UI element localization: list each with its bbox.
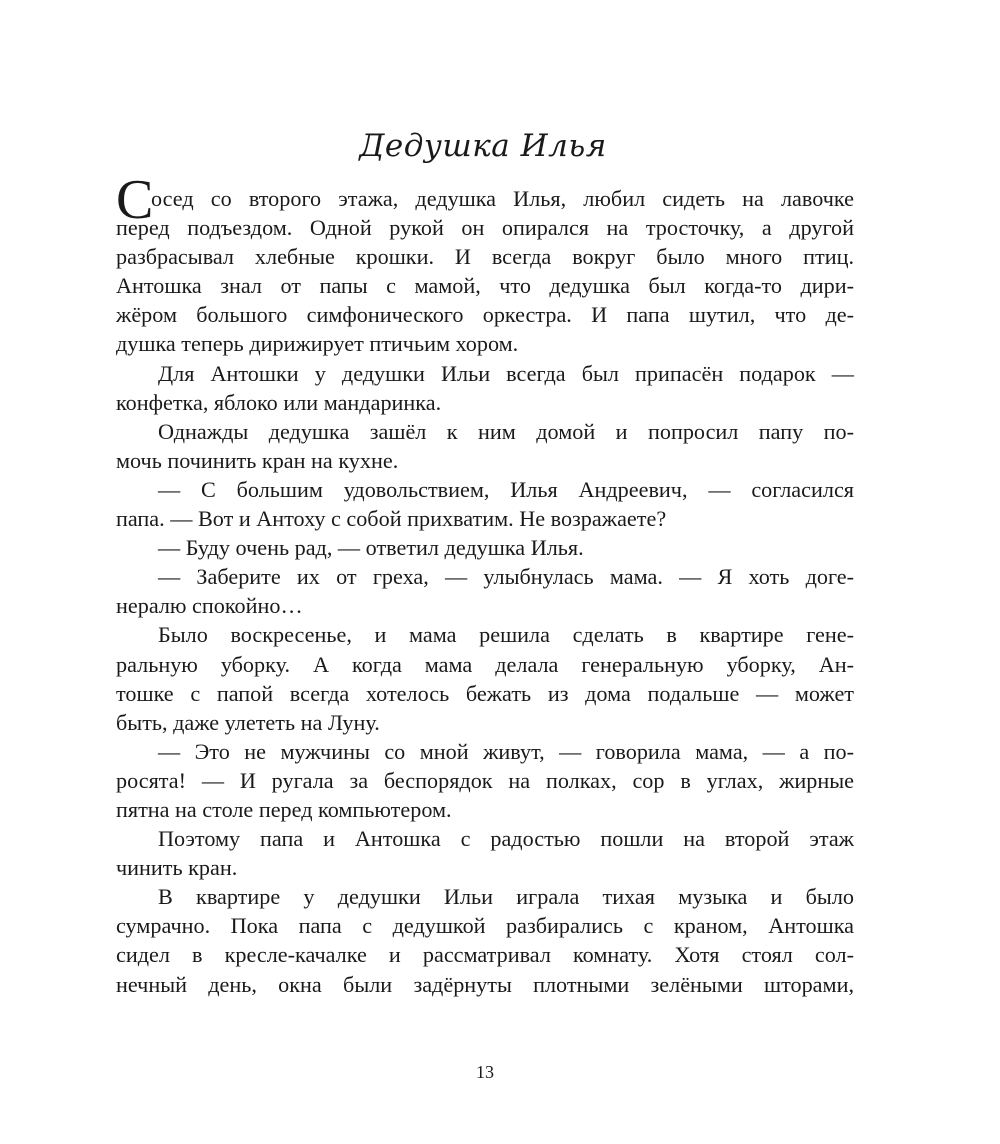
- line-text: папа. — Вот и Антоху с собой прихватим. Не возражаете?: [116, 506, 667, 532]
- page-number: 13: [476, 1062, 494, 1082]
- text-line: [116, 620, 854, 649]
- line-text: — Буду очень рад, — ответил дедушка Илья.: [158, 535, 584, 561]
- line-text: тошке с папой всегда хотелось бежать из дома подальше — может: [116, 680, 854, 706]
- line-text: быть, даже улететь на Луну.: [116, 709, 380, 735]
- line-text: нечный день, окна были задёрнуты плотными зелёными шторами,: [116, 971, 854, 997]
- line-text: сидел в кресле-качалке и рассматривал комнату. Хотя стоял сол-: [116, 942, 854, 968]
- text-line: [116, 795, 854, 824]
- text-line: [116, 766, 854, 795]
- text-line: [116, 475, 854, 504]
- line-text: росята! — И ругала за беспорядок на полках, сор в углах, жирные: [116, 767, 854, 793]
- text-line: [116, 300, 854, 329]
- line-text: душка теперь дирижирует птичьим хором.: [116, 331, 519, 357]
- text-line: [116, 562, 854, 591]
- text-line: [116, 417, 854, 446]
- line-text: Для Антошки у дедушки Ильи всегда был припасён подарок —: [158, 360, 854, 386]
- line-text: пятна на столе перед компьютером.: [116, 796, 452, 822]
- text-line: [116, 853, 854, 882]
- text-line: [116, 708, 854, 737]
- text-line: [116, 824, 854, 853]
- line-text: осед со второго этажа, дедушка Илья, любил сидеть на лавочке: [151, 186, 854, 211]
- line-text: конфетка, яблоко или мандаринка.: [116, 389, 442, 415]
- text-line: [116, 504, 854, 533]
- line-text: мочь починить кран на кухне.: [116, 447, 399, 473]
- text-line: [116, 650, 854, 679]
- line-text: — Заберите их от греха, — улыбнулась мама. — Я хоть доге-: [158, 564, 854, 590]
- line-text: Антошка знал от папы с мамой, что дедушка был когда-то дири-: [116, 273, 854, 299]
- text-line: [116, 329, 854, 358]
- line-text: — С большим удовольствием, Илья Андреевич, — согласился: [158, 476, 854, 502]
- text-line: [116, 388, 854, 417]
- line-text: В квартире у дедушки Ильи играла тихая музыка и было: [158, 884, 854, 910]
- line-text: ральную уборку. А когда мама делала генеральную уборку, Ан-: [116, 651, 854, 677]
- line-text: — Это не мужчины со мной живут, — говорила мама, — а по-: [158, 738, 854, 764]
- text-line: [116, 940, 854, 969]
- text-line: [116, 970, 854, 999]
- body-text: [116, 169, 854, 999]
- line-text: Поэтому папа и Антошка с радостью пошли на второй этаж: [158, 826, 854, 852]
- line-text: Однажды дедушка зашёл к ним домой и попросил папу по-: [158, 418, 854, 444]
- text-line: [116, 737, 854, 766]
- chapter-title: Дедушка Илья: [359, 128, 607, 164]
- text-line: [116, 911, 854, 940]
- line-text: сумрачно. Пока папа с дедушкой разбирались с краном, Антошка: [116, 913, 854, 939]
- line-text: Было воскресенье, и мама решила сделать в квартире гене-: [158, 622, 854, 648]
- text-line: [116, 882, 854, 911]
- line-text: чинить кран.: [116, 855, 238, 881]
- line-text: нералю спокойно…: [116, 593, 303, 619]
- drop-cap: С: [116, 169, 154, 231]
- line-text: разбрасывал хлебные крошки. И всегда вокруг было много птиц.: [116, 244, 854, 270]
- line-text: перед подъездом. Одной рукой он опирался на тросточку, а другой: [116, 215, 854, 241]
- text-line: [116, 271, 854, 300]
- line-text: жёром большого симфонического оркестра. И папа шутил, что де-: [116, 302, 854, 328]
- text-line: [116, 679, 854, 708]
- text-line: [116, 213, 854, 242]
- text-line: [116, 446, 854, 475]
- text-line: [116, 533, 854, 562]
- text-line: [116, 359, 854, 388]
- text-line: [116, 242, 854, 271]
- text-line: [116, 591, 854, 620]
